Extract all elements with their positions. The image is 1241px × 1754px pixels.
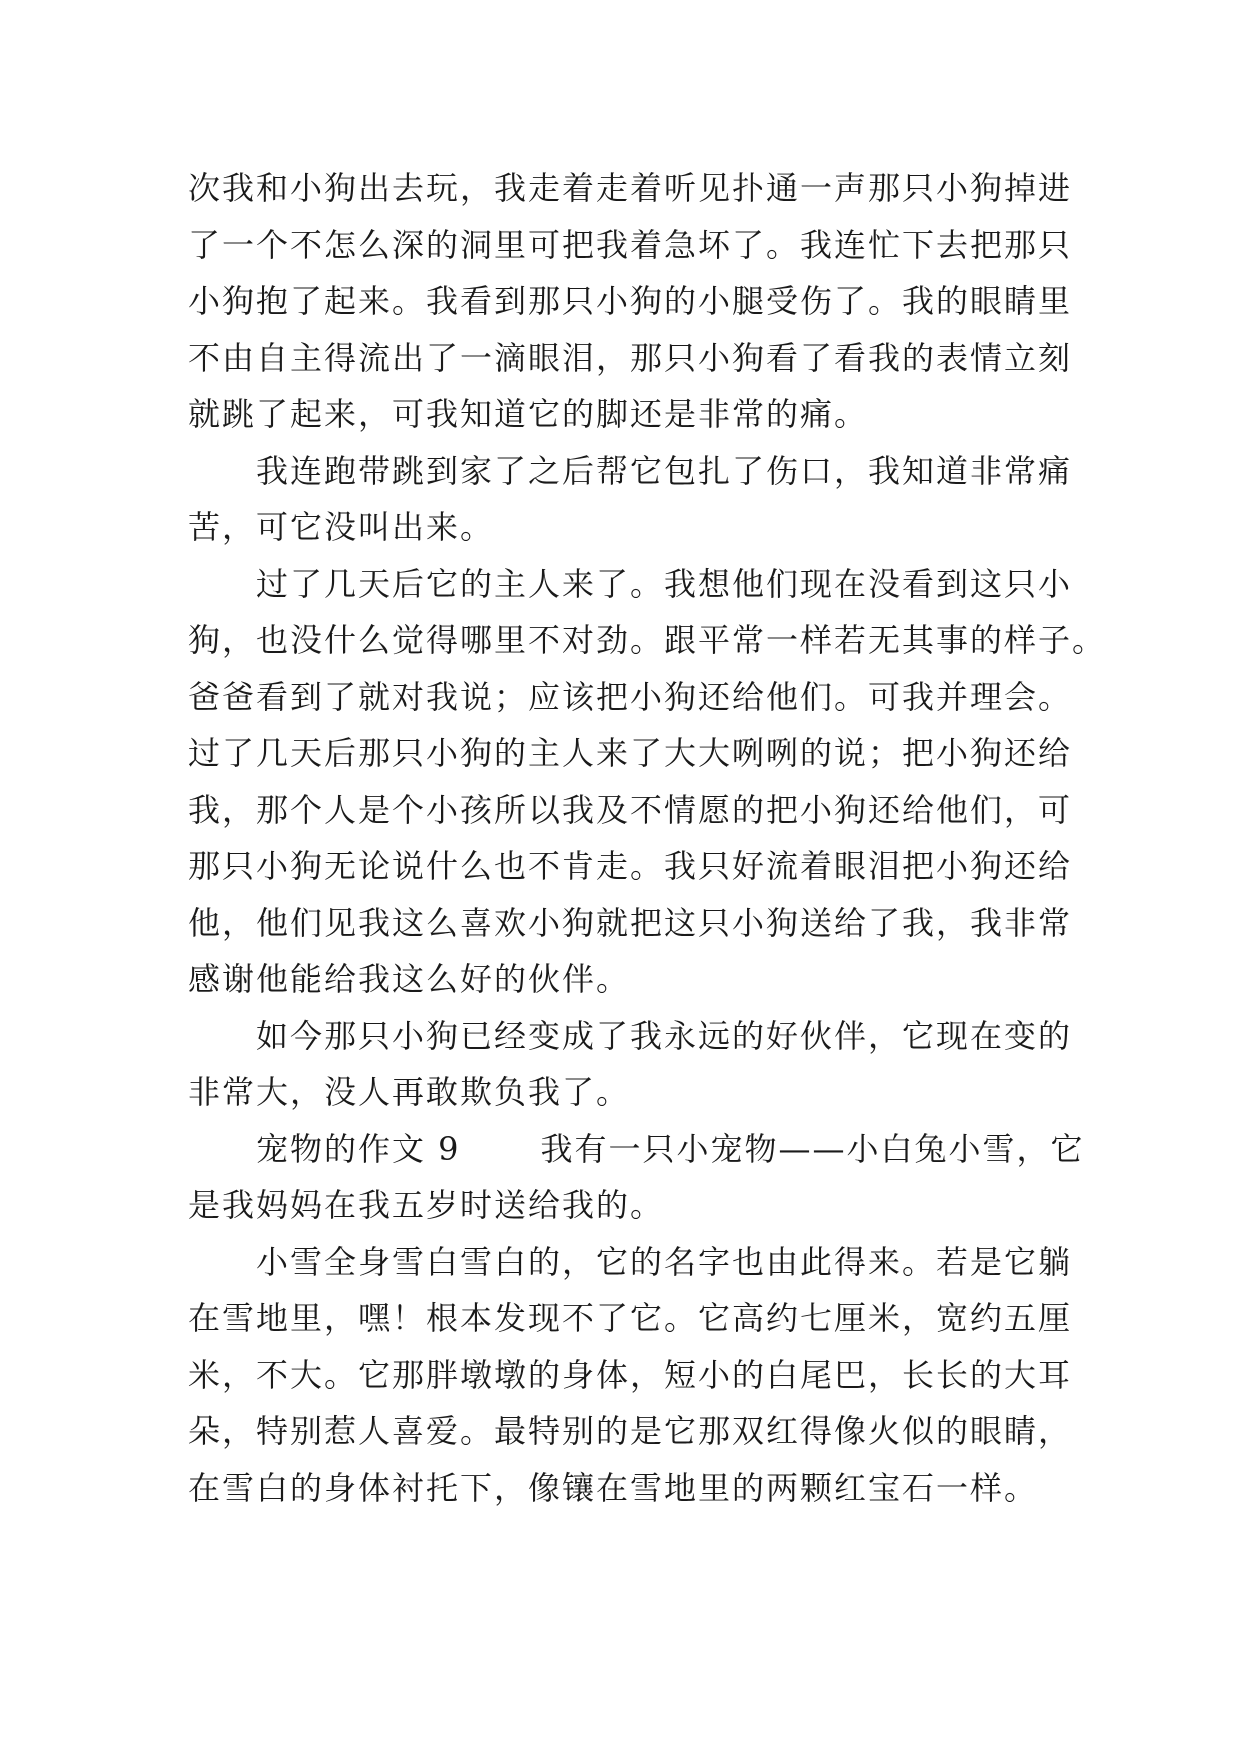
text-line: 不由自主得流出了一滴眼泪，那只小狗看了看我的表情立刻 xyxy=(188,338,1073,377)
text-line: 小狗抱了起来。我看到那只小狗的小腿受伤了。我的眼睛里 xyxy=(188,282,1073,320)
text-line: 了一个不怎么深的洞里可把我着急坏了。我连忙下去把那只 xyxy=(188,225,1073,264)
text-line: 次我和小狗出去玩，我走着走着听见扑通一声那只小狗掉进 xyxy=(188,169,1073,207)
text-line: 爸爸看到了就对我说；应该把小狗还给他们。可我并理会。 xyxy=(188,677,1073,716)
section-title: 宠物的作文 9 xyxy=(256,1129,461,1168)
text-line: 在雪地里，嘿！根本发现不了它。它高约七厘米，宽约五厘 xyxy=(188,1299,1073,1337)
section-first-text: 我有一只小宠物——小白兔小雪，它 xyxy=(540,1129,1085,1168)
text-line: 感谢他能给我这么好的伙伴。 xyxy=(188,960,631,998)
text-line: 他，他们见我这么喜欢小狗就把这只小狗送给了我，我非常 xyxy=(188,903,1073,942)
text-line: 狗，也没什么觉得哪里不对劲。跟平常一样若无其事的样子。 xyxy=(188,621,1107,659)
text-line: 我，那个人是个小孩所以我及不情愿的把小狗还给他们，可 xyxy=(188,790,1073,829)
text-line: 苦，可它没叫出来。 xyxy=(188,508,495,546)
text-line: 过了几天后那只小狗的主人来了大大咧咧的说；把小狗还给 xyxy=(188,734,1073,772)
text-line: 米，不大。它那胖墩墩的身体，短小的白尾巴，长长的大耳 xyxy=(188,1355,1073,1394)
text-line: 过了几天后它的主人来了。我想他们现在没看到这只小 xyxy=(256,564,1073,603)
text-line: 如今那只小狗已经变成了我永远的好伙伴，它现在变的 xyxy=(256,1016,1073,1055)
text-line: 我连跑带跳到家了之后帮它包扎了伤口，我知道非常痛 xyxy=(256,451,1073,490)
text-line: 是我妈妈在我五岁时送给我的。 xyxy=(188,1186,665,1224)
section-heading-line xyxy=(188,1121,1085,1178)
text-line: 那只小狗无论说什么也不肯走。我只好流着眼泪把小狗还给 xyxy=(188,847,1073,885)
text-line: 朵，特别惹人喜爱。最特别的是它那双红得像火似的眼睛， xyxy=(188,1412,1073,1450)
text-line: 非常大，没人再敢欺负我了。 xyxy=(188,1073,631,1111)
text-line: 就跳了起来，可我知道它的脚还是非常的痛。 xyxy=(188,395,869,433)
text-line: 小雪全身雪白雪白的，它的名字也由此得来。若是它躺 xyxy=(256,1242,1073,1281)
document-body xyxy=(188,160,1107,1516)
text-line: 在雪白的身体衬托下，像镶在雪地里的两颗红宝石一样。 xyxy=(188,1468,1039,1507)
